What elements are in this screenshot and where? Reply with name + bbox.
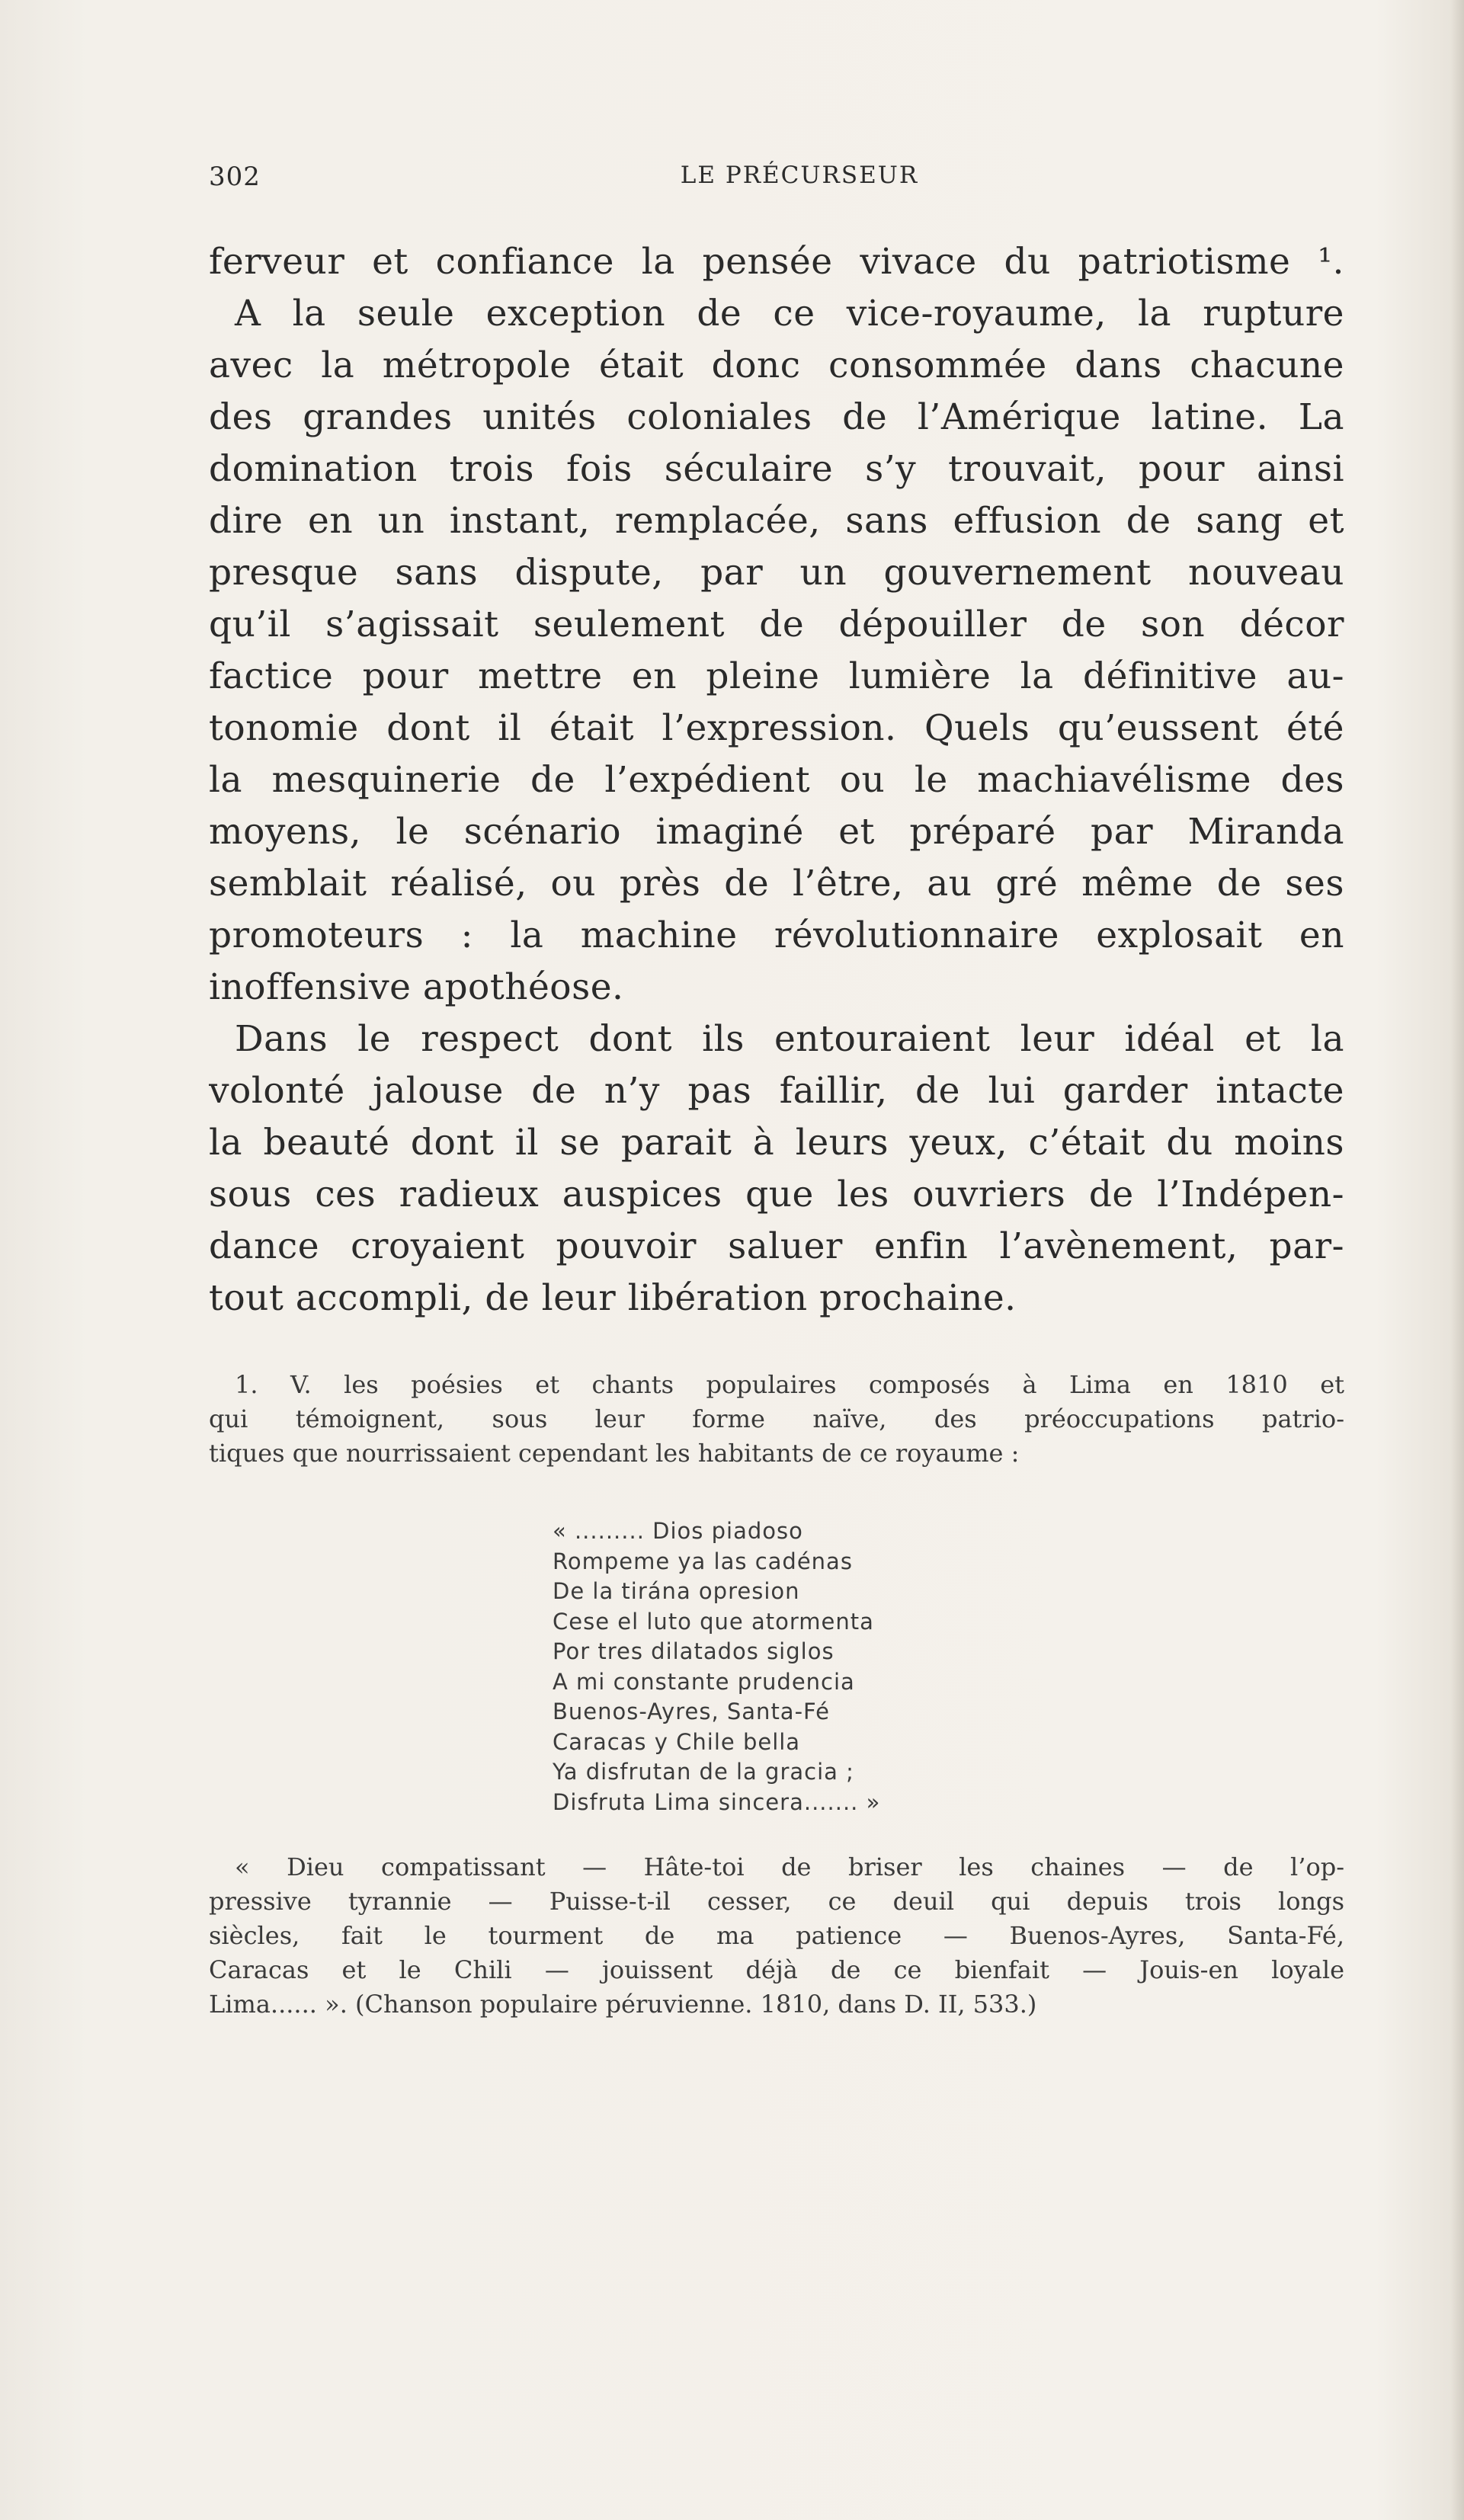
translation-line: « Dieu compatissant — Hâte-toi de briser les chaines — de l’op-	[235, 1852, 1344, 1881]
poem-line: « ......... Dios piadoso	[553, 1518, 803, 1544]
body-line: avec la métropole était donc consommée dans chacune	[209, 344, 1344, 386]
body-line: qu’il s’agissait seulement de dépouiller de son décor	[209, 604, 1344, 645]
footnote-line: tiques que nourrissaient cependant les habitants de ce royaume :	[209, 1439, 1020, 1468]
body-line: des grandes unités coloniales de l’Amérique latine. La	[209, 396, 1344, 438]
translation-line: Caracas et le Chili — jouissent déjà de ce bienfait — Jouis-en loyale	[209, 1955, 1344, 1984]
body-line: moyens, le scénario imaginé et préparé par Miranda	[209, 811, 1344, 853]
page-header	[209, 162, 1344, 200]
page-edge-shadow	[1450, 0, 1464, 2520]
poem-line: A mi constante prudencia	[553, 1668, 855, 1695]
running-title: LE PRÉCURSEUR	[680, 162, 919, 189]
body-line: promoteurs : la machine révolutionnaire explosait en	[209, 914, 1344, 956]
body-line: volonté jalouse de n’y pas faillir, de lui garder intacte	[209, 1070, 1344, 1112]
body-line: semblait réalisé, ou près de l’être, au gré même de ses	[209, 863, 1344, 905]
translation-line: Lima...... ». (Chanson populaire péruvienne. 1810, dans D. II, 533.)	[209, 1990, 1037, 2019]
poem-line: Por tres dilatados siglos	[553, 1638, 835, 1664]
footnote-line: 1. V. les poésies et chants populaires composés à Lima en 1810 et	[235, 1370, 1344, 1399]
footnote-translation	[209, 1850, 1344, 2022]
body-line: Dans le respect dont ils entouraient leur idéal et la	[235, 1018, 1344, 1060]
poem-line: Buenos-Ayres, Santa-Fé	[553, 1699, 830, 1724]
poem-line: Rompeme ya las cadénas	[553, 1548, 853, 1574]
poem-line: Disfruta Lima sincera....... »	[553, 1788, 881, 1815]
footnote-intro	[209, 1368, 1344, 1471]
body-line: tonomie dont il était l’expression. Quels qu’eussent été	[209, 707, 1344, 749]
body-line: la beauté dont il se parait à leurs yeux, c’était du moins	[209, 1122, 1344, 1164]
body-line: inoffensive apothéose.	[209, 966, 624, 1008]
footnote-line: qui témoignent, sous leur forme naïve, des préoccupations patrio-	[209, 1404, 1344, 1433]
poem-line: Caracas y Chile bella	[553, 1728, 801, 1755]
body-line: presque sans dispute, par un gouvernement nouveau	[209, 552, 1344, 594]
body-line: dance croyaient pouvoir saluer enfin l’avènement, par-	[209, 1225, 1344, 1267]
body-line: la mesquinerie de l’expédient ou le machiavélisme des	[209, 759, 1344, 801]
body-line: ferveur et confiance la pensée vivace du patriotisme ¹.	[209, 241, 1344, 283]
translation-line: pressive tyrannie — Puisse-t-il cesser, ce deuil qui depuis trois longs	[209, 1887, 1344, 1916]
poem-line: Cese el luto que atormenta	[553, 1608, 874, 1635]
page-number: 302	[209, 162, 261, 192]
body-line: sous ces radieux auspices que les ouvriers de l’Indépen-	[209, 1174, 1344, 1215]
body-line: domination trois fois séculaire s’y trouvait, pour ainsi	[209, 448, 1344, 490]
body-line: tout accompli, de leur libération prochaine.	[209, 1277, 1017, 1319]
poem-line: Ya disfrutan de la gracia ;	[553, 1759, 854, 1785]
main-text	[209, 236, 1344, 1324]
body-line: factice pour mettre en pleine lumière la définitive au-	[209, 655, 1344, 697]
body-line: A la seule exception de ce vice-royaume, la rupture	[235, 293, 1344, 335]
translation-line: siècles, fait le tourment de ma patience — Buenos-Ayres, Santa-Fé,	[209, 1921, 1344, 1950]
body-line: dire en un instant, remplacée, sans effusion de sang et	[209, 500, 1344, 542]
spanish-poem	[553, 1516, 1086, 1817]
poem-line: De la tirána opresion	[553, 1578, 800, 1604]
